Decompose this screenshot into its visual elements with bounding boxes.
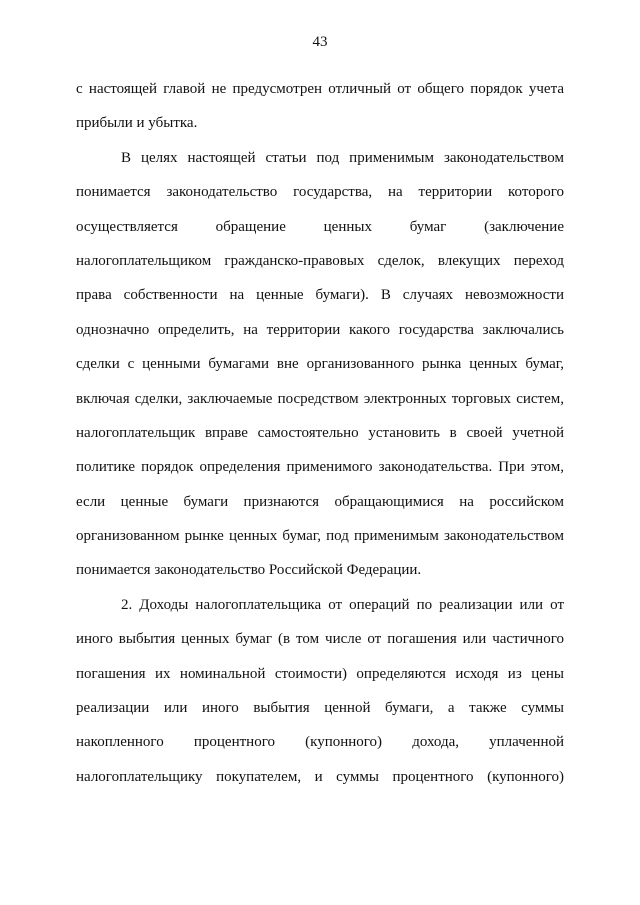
text-line: с настоящей главой не предусмотрен отличный от общего порядок учета [76, 81, 564, 97]
body-text [76, 72, 564, 794]
text-line: организованном рынке ценных бумаг, под применимым законодательством [76, 528, 564, 545]
text-line: налогоплательщику покупателем, и суммы процентного (купонного) [76, 768, 564, 785]
text-line: однозначно определить, на территории какого государства заключались [76, 321, 564, 338]
text-line: накопленного процентного (купонного) дохода, уплаченной [76, 734, 564, 751]
text-line: политике порядок определения применимого законодательства. При этом, [76, 459, 564, 476]
text-line: налогоплательщиком гражданско-правовых сделок, влекущих переход [76, 252, 564, 269]
page-number: 43 [312, 34, 328, 50]
text-line: иного выбытия ценных бумаг (в том числе от погашения или частичного [76, 631, 564, 648]
text-line: включая сделки, заключаемые посредством электронных торговых систем, [76, 390, 564, 407]
text-line: налогоплательщик вправе самостоятельно установить в своей учетной [76, 424, 564, 441]
text-line: если ценные бумаги признаются обращающимися на российском [76, 493, 564, 510]
text-line: права собственности на ценные бумаги). В случаях невозможности [76, 287, 564, 304]
text-line: осуществляется обращение ценных бумаг (заключение [76, 218, 564, 235]
text-line: В целях настоящей статьи под применимым законодательством [121, 149, 564, 166]
text-line: понимается законодательство Российской Федерации. [76, 562, 422, 579]
text-line: погашения их номинальной стоимости) определяются исходя из цены [76, 665, 564, 682]
text-line: реализации или иного выбытия ценной бумаги, а также суммы [76, 700, 564, 717]
text-line: понимается законодательство государства, на территории которого [76, 184, 564, 201]
text-line: прибыли и убытка. [76, 115, 198, 132]
text-line: 2. Доходы налогоплательщика от операций по реализации или от [121, 596, 564, 613]
text-line: сделки с ценными бумагами вне организованного рынка ценных бумаг, [76, 356, 564, 373]
